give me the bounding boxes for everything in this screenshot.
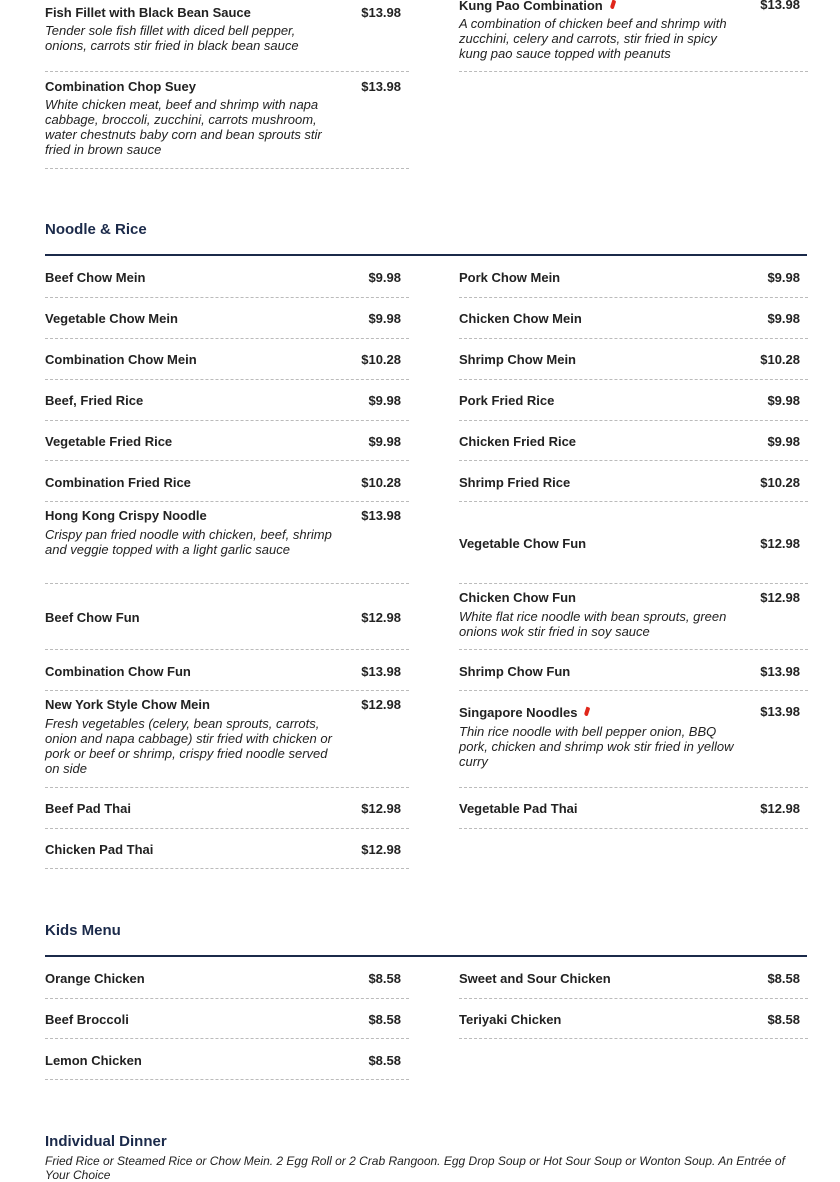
- menu-item-name: Vegetable Pad Thai: [459, 801, 578, 816]
- menu-item-price: $9.98: [368, 393, 401, 408]
- menu-item-name: Vegetable Chow Mein: [45, 311, 178, 326]
- menu-item[interactable]: [45, 999, 409, 1039]
- menu-item-name: Pork Chow Mein: [459, 270, 561, 285]
- menu-item-name: Chicken Chow Mein: [459, 311, 582, 326]
- menu-item[interactable]: [459, 999, 808, 1039]
- menu-item[interactable]: [45, 650, 409, 691]
- menu-item-name: Teriyaki Chicken: [459, 1012, 562, 1027]
- menu-item-price: $13.98: [760, 0, 800, 12]
- section-title-individual-dinner: Individual Dinner: [45, 1133, 167, 1150]
- menu-item-price: $10.28: [760, 475, 800, 490]
- menu-item-name: Chicken Chow Fun: [459, 590, 576, 605]
- menu-item-price: $10.28: [361, 475, 401, 490]
- menu-item-name: Sweet and Sour Chicken: [459, 971, 611, 986]
- menu-item-name: Shrimp Fried Rice: [459, 475, 571, 490]
- menu-item-description: Crispy pan fried noodle with chicken, beef, shrimp and veggie topped with a light garlic sauce: [45, 527, 332, 557]
- menu-item-name-text: Singapore Noodles: [459, 705, 578, 720]
- menu-item-price: $8.58: [368, 971, 401, 986]
- menu-item-price: $9.98: [368, 434, 401, 449]
- menu-item[interactable]: [45, 1039, 409, 1080]
- menu-item[interactable]: [459, 298, 808, 339]
- menu-item-name: Vegetable Fried Rice: [45, 434, 173, 449]
- menu-item[interactable]: [45, 72, 409, 169]
- menu-item[interactable]: [459, 380, 808, 421]
- menu-item[interactable]: [45, 421, 409, 461]
- menu-item-name: Lemon Chicken: [45, 1053, 142, 1068]
- menu-item-name: Beef Chow Mein: [45, 270, 146, 285]
- menu-item-price: $10.28: [361, 352, 401, 367]
- menu-item[interactable]: [459, 0, 808, 72]
- menu-item-name: Beef, Fried Rice: [45, 393, 144, 408]
- menu-item[interactable]: [459, 257, 808, 298]
- section-divider: [45, 955, 807, 957]
- menu-item-name: Shrimp Chow Mein: [459, 352, 576, 367]
- menu-item[interactable]: [45, 788, 409, 829]
- menu-item-price: $12.98: [361, 842, 401, 857]
- menu-item-name: Combination Chow Fun: [45, 664, 191, 679]
- menu-item[interactable]: [459, 650, 808, 691]
- section-divider: [45, 254, 807, 256]
- menu-item-name: Combination Fried Rice: [45, 475, 191, 490]
- menu-item-description: White chicken meat, beef and shrimp with napa cabbage, broccoli, zucchini, carrots mushroom, water chestnuts baby corn and bean sprouts stir fried in brown sauce: [45, 97, 322, 157]
- menu-item[interactable]: [459, 958, 808, 999]
- menu-item-price: $9.98: [767, 434, 800, 449]
- menu-item-price: $8.58: [368, 1012, 401, 1027]
- menu-item-price: $9.98: [767, 270, 800, 285]
- menu-item-name: Vegetable Chow Fun: [459, 536, 587, 551]
- menu-item-name: Orange Chicken: [45, 971, 145, 986]
- menu-item-price: $12.98: [760, 536, 800, 551]
- menu-item-name: New York Style Chow Mein: [45, 697, 210, 712]
- menu-item-description: Fresh vegetables (celery, bean sprouts, carrots, onion and napa cabbage) stir fried with chicken or pork or beef or shrimp, crispy fried noodle served on side: [45, 716, 332, 776]
- menu-item-description: White flat rice noodle with bean sprouts, green onions wok stir fried in soy sauce: [459, 609, 727, 639]
- menu-item-price: $12.98: [361, 610, 401, 625]
- menu-item[interactable]: [459, 584, 808, 650]
- menu-item-name: [459, 0, 615, 13]
- menu-item-description: A combination of chicken beef and shrimp with zucchini, celery and carrots, stir fried in spicy kung pao sauce topped with peanuts: [459, 16, 727, 61]
- menu-item[interactable]: [45, 257, 409, 298]
- menu-item-price: $13.98: [361, 664, 401, 679]
- menu-item-price: $13.98: [361, 5, 401, 20]
- menu-item-name: Combination Chow Mein: [45, 352, 197, 367]
- menu-item[interactable]: [459, 788, 808, 829]
- menu-item-name: Beef Pad Thai: [45, 801, 131, 816]
- menu-item-price: $8.58: [368, 1053, 401, 1068]
- menu-item[interactable]: [45, 958, 409, 999]
- menu-item-price: $8.58: [767, 1012, 800, 1027]
- menu-item-description: Tender sole fish fillet with diced bell pepper, onions, carrots stir fried in black bean sauce: [45, 23, 299, 53]
- menu-item-name: Pork Fried Rice: [459, 393, 555, 408]
- menu-item-name: Combination Chop Suey: [45, 79, 196, 94]
- menu-item[interactable]: [45, 829, 409, 869]
- section-title-kids-menu: Kids Menu: [45, 922, 121, 939]
- chili-pepper-icon: [609, 0, 616, 9]
- menu-item-price: $12.98: [361, 697, 401, 712]
- menu-item[interactable]: [45, 0, 409, 72]
- menu-item-price: $13.98: [361, 508, 401, 523]
- menu-item-name: Beef Chow Fun: [45, 610, 140, 625]
- menu-item-price: $9.98: [368, 270, 401, 285]
- menu-item-name: Chicken Pad Thai: [45, 842, 154, 857]
- menu-item-name-text: Kung Pao Combination: [459, 0, 603, 13]
- menu-item[interactable]: [45, 584, 409, 650]
- menu-item-name: Beef Broccoli: [45, 1012, 129, 1027]
- menu-item[interactable]: [459, 461, 808, 502]
- menu-item-name: Shrimp Chow Fun: [459, 664, 571, 679]
- section-title-noodle-rice: Noodle & Rice: [45, 221, 147, 238]
- individual-dinner-note: Fried Rice or Steamed Rice or Chow Mein. 2 Egg Roll or 2 Crab Rangoon. Egg Drop Soup or Hot Sour Soup or Wonton Soup. An Entrée of Your Choice: [45, 1154, 785, 1182]
- chili-pepper-icon: [584, 707, 591, 717]
- menu-item-name: Fish Fillet with Black Bean Sauce: [45, 5, 251, 20]
- menu-item-price: $12.98: [760, 801, 800, 816]
- menu-item-name: Hong Kong Crispy Noodle: [45, 508, 207, 523]
- menu-item[interactable]: [45, 298, 409, 339]
- menu-item-name: [459, 705, 589, 720]
- menu-item[interactable]: [45, 339, 409, 380]
- menu-item-price: $13.98: [760, 664, 800, 679]
- menu-item[interactable]: [45, 380, 409, 421]
- menu-item-name: Chicken Fried Rice: [459, 434, 577, 449]
- menu-item-price: $9.98: [767, 311, 800, 326]
- menu-item-price: $9.98: [767, 393, 800, 408]
- menu-item-price: $12.98: [361, 801, 401, 816]
- menu-item-price: $13.98: [760, 704, 800, 719]
- menu-item[interactable]: [459, 421, 808, 461]
- menu-item[interactable]: [459, 502, 808, 584]
- menu-item-description: Thin rice noodle with bell pepper onion, BBQ pork, chicken and shrimp wok stir fried in yellow curry: [459, 724, 734, 769]
- menu-item[interactable]: [45, 461, 409, 502]
- menu-item[interactable]: [45, 691, 409, 788]
- menu-item-price: $13.98: [361, 79, 401, 94]
- menu-item[interactable]: [459, 691, 808, 788]
- menu-item[interactable]: [45, 502, 409, 584]
- menu-item[interactable]: [459, 339, 808, 380]
- menu-item-price: $8.58: [767, 971, 800, 986]
- menu-item-price: $10.28: [760, 352, 800, 367]
- menu-item-price: $9.98: [368, 311, 401, 326]
- menu-item-price: $12.98: [760, 590, 800, 605]
